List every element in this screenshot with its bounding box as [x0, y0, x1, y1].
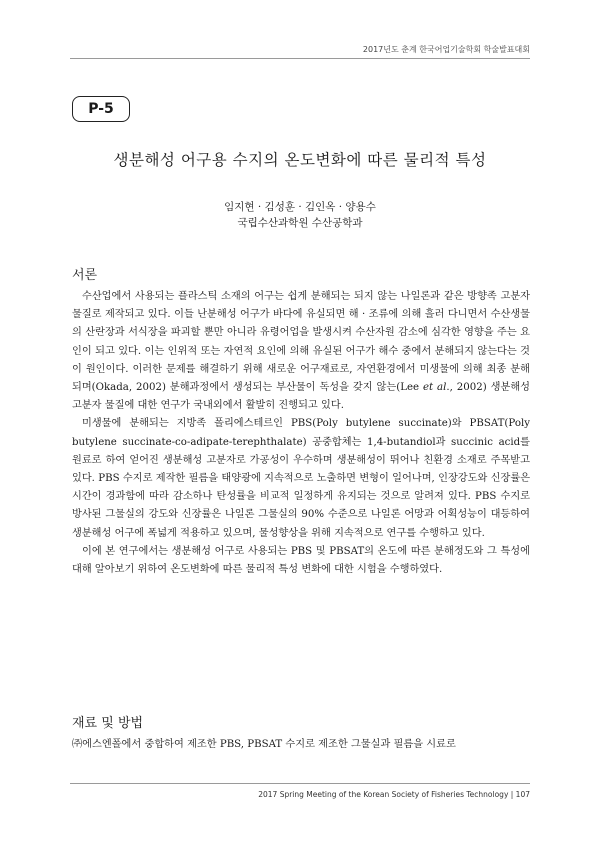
footer-rule	[70, 783, 530, 784]
page-footer: 2017 Spring Meeting of the Korean Society of Fisheries Technology | 107	[258, 790, 530, 799]
poster-badge: P-5	[72, 96, 130, 122]
intro-heading: 서론	[72, 268, 98, 283]
intro-paragraph: 이에 본 연구에서는 생분해성 어구로 사용되는 PBS 및 PBSAT의 온도에 따른 분해정도와 그 특성에 대해 알아보기 위하여 온도변화에 따른 물리적 특성 변화에 대한 시험을 수행하였다.	[72, 545, 530, 576]
header-rule	[70, 58, 530, 59]
authors: 임지현 · 김성훈 · 김인옥 · 양용수	[224, 201, 376, 213]
methods-paragraph: ㈜에스엔폴에서 중합하여 제조한 PBS, PBSAT 수지로 제조한 그물실과 필름을 시료로	[72, 739, 456, 750]
methods-heading: 재료 및 방법	[72, 716, 144, 731]
intro-paragraph: 미생물에 분해되는 지방족 폴리에스테르인 PBS(Poly butylene succinate)와 PBSAT(Poly butylene succinate-co-adipate-terephthalate) 공중합체는 1,4-butandiol과 succinic acid를 원료로 하여 얻어진 생분해성 고분자로 가공성이 우수하며 생분해성이 뛰어나 친환경 소재로 주목받고 있다. PBS 수지로 제작한 필름을 태양광에 지속적으로 노출하면 변형이 일어나며, 인장강도와 신장률은 시간이 경과함에 따라 감소하나 탄성률을 비교적 일정하게 유지되는 것으로 알려져 있다. PBS 수지로 방사된 그물실의 강도와 신장률은 나일론 그물실의 90% 수준으로 나일론 어망과 어획성능이 대등하여 생분해성 어구에 폭넓게 적용하고 있으며, 물성향상을 위해 지속적으로 연구를 수행하고 있다.	[72, 418, 530, 539]
methods-body	[72, 736, 530, 754]
running-header: 2017년도 춘계 한국어업기술학회 학술발표대회	[362, 45, 530, 54]
intro-paragraph: 수산업에서 사용되는 플라스틱 소재의 어구는 쉽게 분해되는 되지 않는 나일론과 같은 방향족 고분자물질로 제작되고 있다. 이들 난분해성 어구가 바다에 유실되면 해 · 조류에 의해 흘러 다니면서 수산생물의 산란장과 서식장을 파괴할 뿐만 아니라 유령어업을 발생시켜 수산자원 감소에 심각한 영향을 주는 요인이 되고 있다. 이는 인위적 또는 자연적 요인에 의해 유실된 어구가 해수 중에서 분해되지 않는다는 것이 원인이다. 이러한 문제를 해결하기 위해 새로운 어구재료로, 자연환경에서 미생물에 의해 최종 분해되며(Okada, 2002) 분해과정에서 생성되는 부산물이 독성을 갖지 않는(Lee et al., 2002) 생분해성 고분자 물질에 대한 연구가 국내외에서 활발히 진행되고 있다.	[72, 291, 530, 412]
intro-body	[72, 288, 530, 579]
paper-title: 생분해성 어구용 수지의 온도변화에 따른 물리적 특성	[113, 151, 487, 169]
affiliation: 국립수산과학원 수산공학과	[237, 217, 363, 229]
